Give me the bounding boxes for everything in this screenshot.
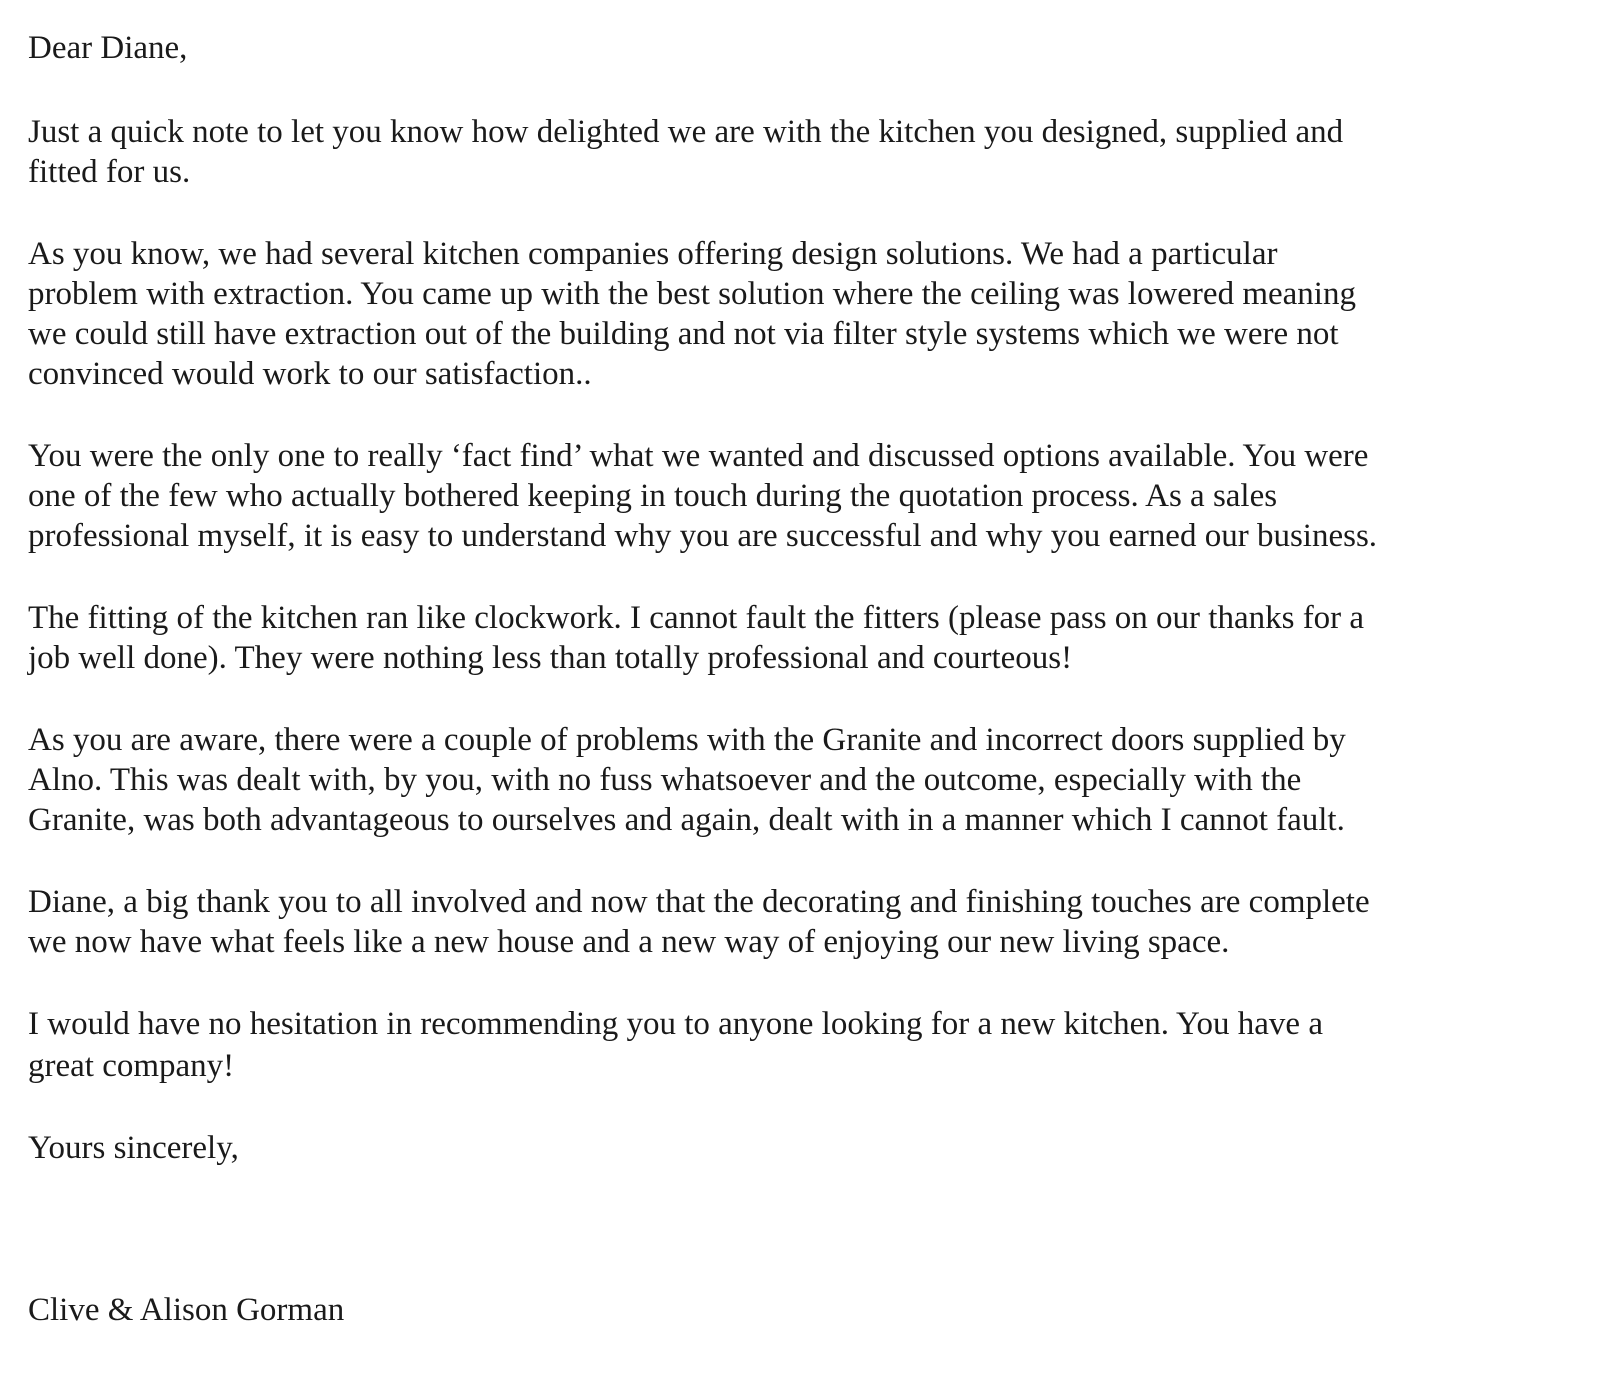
paragraph-2-line-1: As you know, we had several kitchen companies offering design solutions. We had a particular xyxy=(28,236,1278,272)
paragraph-3-line-2: one of the few who actually bothered keeping in touch during the quotation process. As a sales xyxy=(28,478,1278,514)
paragraph-3-line-3: professional myself, it is easy to understand why you are successful and why you earned our business. xyxy=(28,518,1378,554)
paragraph-7-line-1: I would have no hesitation in recommending you to anyone looking for a new kitchen. You have a xyxy=(28,1006,1323,1042)
paragraph-3-line-1: You were the only one to really ‘fact find’ what we wanted and discussed options available. You were xyxy=(28,438,1369,474)
paragraph-4-line-2: job well done). They were nothing less than totally professional and courteous! xyxy=(28,640,1073,676)
salutation: Dear Diane, xyxy=(28,30,188,66)
paragraph-6-line-2: we now have what feels like a new house and a new way of enjoying our new living space. xyxy=(28,924,1230,960)
paragraph-7-line-2: great company! xyxy=(28,1048,235,1084)
paragraph-2-line-2: problem with extraction. You came up with the best solution where the ceiling was lowered meaning xyxy=(28,276,1356,312)
paragraph-5-line-2: Alno. This was dealt with, by you, with no fuss whatsoever and the outcome, especially with the xyxy=(28,762,1302,798)
paragraph-5-line-3: Granite, was both advantageous to ourselves and again, dealt with in a manner which I cannot fault. xyxy=(28,802,1345,838)
paragraph-2-line-4: convinced would work to our satisfaction.. xyxy=(28,356,592,392)
paragraph-1-line-2: fitted for us. xyxy=(28,154,191,190)
letter-body xyxy=(28,0,1578,1396)
paragraph-1-line-1: Just a quick note to let you know how delighted we are with the kitchen you designed, supplied and xyxy=(28,114,1344,150)
paragraph-4-line-1: The fitting of the kitchen ran like clockwork. I cannot fault the fitters (please pass on our thanks for a xyxy=(28,600,1365,636)
signature: Clive & Alison Gorman xyxy=(28,1292,345,1328)
closing: Yours sincerely, xyxy=(28,1130,239,1166)
paragraph-2-line-3: we could still have extraction out of the building and not via filter style systems which we were not xyxy=(28,316,1339,352)
paragraph-5-line-1: As you are aware, there were a couple of problems with the Granite and incorrect doors supplied by xyxy=(28,722,1346,758)
paragraph-6-line-1: Diane, a big thank you to all involved and now that the decorating and finishing touches are complete xyxy=(28,884,1370,920)
